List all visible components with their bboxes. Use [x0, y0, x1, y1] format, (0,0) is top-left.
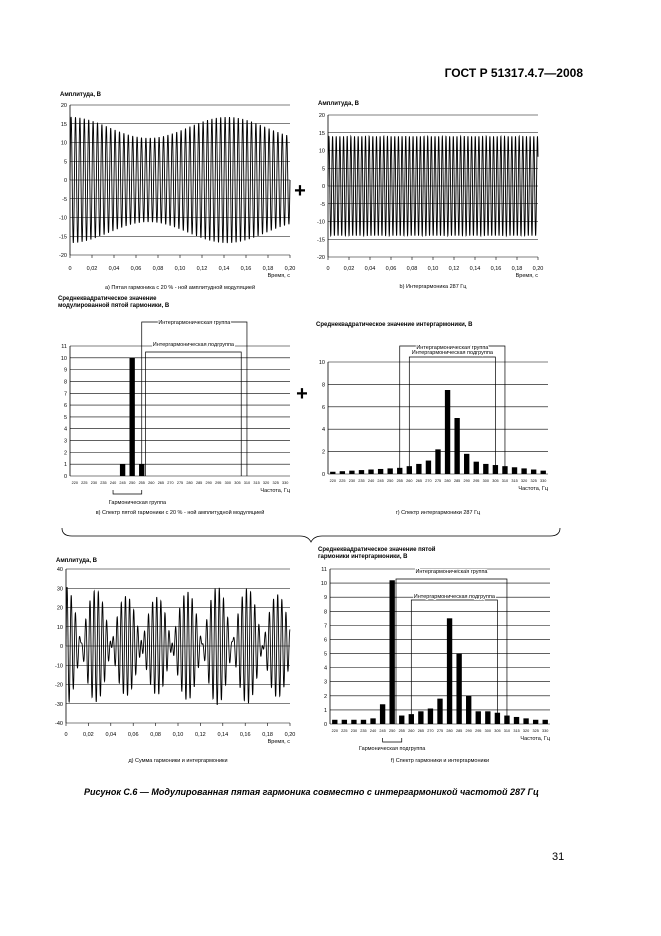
- bar: [387, 468, 392, 474]
- bar: [541, 471, 546, 474]
- x-tick-label: 0,16: [240, 266, 252, 272]
- x-tick-label: 315: [511, 479, 518, 483]
- x-tick-label: 240: [369, 729, 377, 733]
- x-tick-label: 0,18: [262, 732, 273, 738]
- bar: [416, 464, 421, 474]
- y-tick-label: -20: [55, 682, 63, 689]
- annotation-label: Интергармоническая группа: [415, 569, 488, 575]
- annotation-label: Гармоническая подгруппа: [358, 746, 426, 752]
- bracket: [409, 357, 495, 474]
- y-tick-label: -40: [55, 721, 63, 727]
- chart-caption: д) Сумма гармоники и интергармоники: [128, 758, 228, 764]
- x-tick-label: 0,10: [427, 266, 439, 272]
- bracket: [383, 738, 402, 742]
- bar: [521, 468, 526, 474]
- x-tick-label: 0,08: [406, 266, 418, 272]
- bracket: [113, 490, 142, 494]
- annotation-label: Интергармоническая подгруппа: [152, 342, 234, 348]
- y-tick-label: 10: [60, 355, 67, 362]
- bar: [476, 711, 481, 724]
- chart-a-am-fifth-harmonic: [59, 92, 295, 291]
- x-tick-label: 0,04: [108, 266, 120, 272]
- x-axis-label: Частота, Гц: [518, 486, 548, 492]
- x-tick-label: 0,10: [174, 266, 186, 272]
- x-tick-label: 265: [157, 481, 165, 485]
- x-tick-label: 225: [81, 481, 88, 485]
- y-tick-label: 0: [323, 722, 327, 728]
- bar: [512, 467, 517, 474]
- y-tick-label: -5: [62, 196, 67, 203]
- bar: [456, 654, 461, 724]
- bar: [330, 472, 335, 474]
- y-tick-label: 2: [323, 693, 327, 700]
- y-tick-label: 5: [323, 651, 327, 658]
- chart-e-sum-signal: [55, 558, 295, 764]
- x-tick-label: 230: [350, 729, 358, 733]
- y-tick-label: 1: [63, 462, 67, 469]
- y-tick-label: 0: [59, 644, 63, 650]
- x-tick-label: 295: [475, 729, 482, 733]
- y-tick-label: 8: [323, 609, 327, 616]
- y-axis-label: гармоники интергармоники, В: [318, 554, 408, 560]
- y-tick-label: 15: [60, 121, 67, 128]
- bar: [437, 699, 442, 724]
- bar: [359, 470, 364, 474]
- x-axis-label: Время, с: [267, 739, 290, 745]
- y-tick-label: -10: [317, 219, 325, 226]
- x-tick-label: 0,02: [343, 266, 355, 272]
- x-tick-label: 290: [465, 729, 472, 733]
- bar: [342, 720, 347, 724]
- bar: [351, 720, 356, 724]
- x-tick-label: 300: [482, 479, 489, 483]
- y-tick-label: 7: [63, 391, 67, 398]
- bar: [368, 470, 373, 474]
- y-tick-label: 0: [63, 178, 67, 184]
- y-tick-label: 3: [323, 679, 327, 686]
- x-tick-label: 0,14: [218, 266, 230, 272]
- y-tick-label: 20: [318, 113, 325, 119]
- bar: [380, 704, 385, 724]
- x-tick-label: 290: [463, 479, 470, 483]
- x-tick-label: 0,02: [86, 266, 98, 272]
- x-tick-label: 280: [446, 729, 453, 733]
- bar: [483, 464, 488, 474]
- x-tick-label: 265: [417, 729, 425, 733]
- plus-sign-middle: +: [296, 383, 308, 405]
- x-tick-label: 240: [109, 481, 117, 485]
- bar: [332, 720, 337, 724]
- x-tick-label: 330: [282, 481, 289, 485]
- y-tick-label: 7: [323, 623, 327, 630]
- bar: [533, 720, 538, 724]
- x-tick-label: 230: [348, 479, 356, 483]
- bar: [454, 418, 459, 474]
- x-tick-label: 270: [425, 479, 432, 483]
- x-tick-label: 0: [326, 266, 330, 272]
- x-tick-label: 0,20: [284, 732, 296, 738]
- x-tick-label: 235: [360, 729, 367, 733]
- y-tick-label: 1: [323, 707, 327, 714]
- y-tick-label: -5: [320, 201, 325, 208]
- x-tick-label: 240: [367, 479, 375, 483]
- bar: [543, 720, 548, 724]
- y-axis-label: Амплитуда, В: [318, 101, 359, 107]
- bar: [464, 454, 469, 474]
- x-tick-label: 220: [331, 729, 338, 733]
- summation-brace: [62, 528, 560, 542]
- x-tick-label: 0,20: [532, 266, 544, 272]
- x-tick-label: 330: [542, 729, 549, 733]
- x-tick-label: 250: [389, 729, 396, 733]
- x-tick-label: 235: [358, 479, 365, 483]
- x-tick-label: 0,16: [239, 732, 251, 738]
- x-tick-label: 0,10: [172, 732, 184, 738]
- x-tick-label: 310: [243, 481, 251, 485]
- x-tick-label: 230: [90, 481, 98, 485]
- chart-caption: f) Спектр гармоники и интергармоники: [390, 758, 490, 764]
- y-axis-label: модулированной пятой гармоники, В: [58, 303, 170, 309]
- x-tick-label: 330: [540, 479, 547, 483]
- y-tick-label: 30: [56, 586, 63, 593]
- bar: [399, 716, 404, 724]
- y-axis-label: Среднеквадратическое значение интергармоники, В: [316, 322, 473, 328]
- bar: [340, 471, 345, 474]
- x-tick-label: 0,12: [196, 266, 208, 272]
- y-tick-label: 2: [321, 449, 325, 456]
- y-tick-label: -20: [59, 253, 67, 259]
- x-tick-label: 275: [434, 479, 442, 483]
- x-tick-label: 255: [138, 481, 145, 485]
- chart-b-interharmonic: [317, 101, 543, 290]
- x-tick-label: 260: [148, 481, 155, 485]
- x-tick-label: 0,12: [448, 266, 460, 272]
- chart-caption: в) Спектр пятой гармоники с 20 % - ной амплитудной модуляцией: [95, 510, 265, 516]
- x-tick-label: 260: [406, 479, 413, 483]
- y-tick-label: -10: [59, 215, 67, 222]
- y-tick-label: -15: [317, 237, 325, 244]
- x-tick-label: 300: [224, 481, 231, 485]
- y-tick-label: 40: [56, 567, 63, 573]
- x-tick-label: 0,18: [262, 266, 274, 272]
- x-tick-label: 220: [329, 479, 336, 483]
- x-tick-label: 0,04: [105, 732, 117, 738]
- x-tick-label: 225: [339, 479, 346, 483]
- x-tick-label: 305: [234, 481, 241, 485]
- y-tick-label: 10: [56, 624, 63, 631]
- x-tick-label: 280: [444, 479, 451, 483]
- annotation-label: Интергармоническая группа: [158, 320, 231, 326]
- x-tick-label: 245: [377, 479, 384, 483]
- x-tick-label: 300: [484, 729, 491, 733]
- bar: [485, 711, 490, 724]
- y-tick-label: 20: [60, 103, 67, 109]
- x-tick-label: 280: [186, 481, 193, 485]
- bar: [428, 709, 433, 725]
- chart-f-sum-spectrum: [318, 546, 551, 764]
- x-tick-label: 315: [253, 481, 260, 485]
- y-tick-label: -30: [55, 701, 63, 708]
- bar: [447, 618, 452, 724]
- bar: [426, 461, 431, 474]
- y-tick-label: 4: [323, 665, 327, 672]
- bar: [370, 718, 375, 724]
- x-tick-label: 0,14: [217, 732, 229, 738]
- x-tick-label: 245: [119, 481, 126, 485]
- y-tick-label: 20: [56, 605, 63, 612]
- bracket: [400, 346, 505, 474]
- bracket: [411, 600, 497, 724]
- y-tick-label: 10: [318, 360, 325, 366]
- x-tick-label: 320: [262, 481, 270, 485]
- x-tick-label: 295: [473, 479, 480, 483]
- x-tick-label: 305: [494, 729, 501, 733]
- x-tick-label: 295: [215, 481, 222, 485]
- x-tick-label: 0,20: [284, 266, 296, 272]
- chart-caption: г) Спектр интергармоники 287 Гц: [395, 510, 481, 516]
- bar: [531, 470, 536, 474]
- y-tick-label: 8: [321, 382, 325, 389]
- x-tick-label: 245: [379, 729, 386, 733]
- y-tick-label: 10: [318, 148, 325, 155]
- x-tick-label: 0,14: [469, 266, 481, 272]
- y-tick-label: 6: [63, 403, 67, 410]
- y-tick-label: 4: [63, 426, 67, 433]
- y-tick-label: 11: [321, 567, 327, 573]
- bar: [349, 471, 354, 474]
- x-tick-label: 255: [398, 729, 405, 733]
- x-tick-label: 315: [513, 729, 520, 733]
- y-tick-label: 3: [63, 438, 67, 445]
- figure-caption: Рисунок С.6 — Модулированная пятая гармоника совместно с интергармоникой частотой 287 Гц: [84, 787, 539, 797]
- x-tick-label: 325: [272, 481, 279, 485]
- y-tick-label: 8: [63, 379, 67, 386]
- x-tick-label: 305: [492, 479, 499, 483]
- x-axis-label: Время, с: [515, 273, 538, 279]
- y-tick-label: 0: [321, 472, 325, 478]
- bar: [474, 462, 479, 474]
- bar: [445, 390, 450, 474]
- bar: [435, 449, 440, 474]
- bracket: [146, 352, 242, 476]
- x-tick-label: 290: [205, 481, 212, 485]
- x-tick-label: 0,08: [150, 732, 161, 738]
- page-number: 31: [552, 851, 565, 863]
- bar: [361, 720, 366, 724]
- bar: [389, 580, 394, 724]
- chart-c-harmonic-spectrum: [58, 296, 291, 516]
- y-tick-label: 2: [63, 450, 67, 457]
- x-tick-label: 0,12: [195, 732, 206, 738]
- x-tick-label: 235: [100, 481, 107, 485]
- bar: [523, 718, 528, 724]
- x-tick-label: 285: [453, 479, 461, 483]
- y-tick-label: 6: [323, 637, 327, 644]
- y-axis-label: Амплитуда, В: [60, 92, 101, 98]
- x-tick-label: 275: [436, 729, 444, 733]
- y-tick-label: 10: [320, 581, 327, 588]
- y-tick-label: 11: [61, 344, 67, 350]
- chart-caption: b) Интергармоника 287 Гц: [399, 284, 467, 290]
- y-tick-label: 15: [318, 130, 325, 137]
- y-tick-label: 10: [60, 140, 67, 147]
- x-tick-label: 285: [455, 729, 463, 733]
- chart-caption: а) Пятая гармоника с 20 % - ной амплитудной модуляцией: [104, 285, 256, 291]
- y-tick-label: 9: [63, 367, 67, 374]
- x-tick-label: 320: [522, 729, 530, 733]
- plus-sign-top: +: [294, 180, 306, 202]
- bar: [378, 469, 383, 474]
- y-axis-label: Амплитуда, В: [56, 558, 97, 564]
- x-tick-label: 260: [408, 729, 415, 733]
- x-tick-label: 275: [176, 481, 184, 485]
- y-axis-label: Среднеквадратическое значение: [58, 296, 157, 302]
- y-tick-label: -15: [59, 234, 67, 241]
- y-tick-label: 0: [321, 184, 325, 190]
- x-axis-label: Частота, Гц: [520, 736, 550, 742]
- document-header: ГОСТ Р 51317.4.7—2008: [444, 66, 583, 80]
- x-tick-label: 250: [387, 479, 394, 483]
- x-tick-label: 0,02: [83, 732, 94, 738]
- annotation-label: Интергармоническая подгруппа: [411, 350, 493, 356]
- y-tick-label: 0: [63, 474, 67, 480]
- x-tick-label: 0,08: [152, 266, 164, 272]
- x-tick-label: 225: [341, 729, 348, 733]
- x-tick-label: 320: [520, 479, 528, 483]
- x-tick-label: 0,06: [385, 266, 397, 272]
- x-tick-label: 265: [415, 479, 423, 483]
- y-tick-label: -20: [317, 255, 325, 261]
- x-axis-label: Частота, Гц: [260, 488, 290, 494]
- x-tick-label: 0,04: [364, 266, 376, 272]
- bar: [120, 464, 125, 476]
- y-tick-label: -10: [55, 663, 63, 670]
- y-tick-label: 5: [63, 414, 67, 421]
- x-tick-label: 0: [64, 732, 68, 738]
- x-tick-label: 325: [532, 729, 539, 733]
- x-tick-label: 0,18: [511, 266, 523, 272]
- x-tick-label: 0,06: [127, 732, 139, 738]
- x-tick-label: 220: [71, 481, 78, 485]
- x-tick-label: 0: [68, 266, 72, 272]
- x-tick-label: 255: [396, 479, 403, 483]
- bar: [129, 358, 134, 476]
- x-tick-label: 325: [530, 479, 537, 483]
- y-axis-label: Среднеквадратическое значение пятой: [318, 547, 436, 553]
- y-tick-label: 6: [321, 404, 325, 411]
- annotation-label: Интергармоническая группа: [416, 345, 489, 351]
- annotation-label: Интергармоническая подгруппа: [413, 594, 495, 600]
- series-line: [70, 117, 290, 243]
- chart-d-interharmonic-spectrum: [316, 322, 549, 516]
- x-tick-label: 270: [427, 729, 434, 733]
- y-tick-label: 5: [321, 166, 325, 173]
- x-tick-label: 270: [167, 481, 174, 485]
- y-tick-label: 9: [323, 595, 327, 602]
- x-tick-label: 0,06: [130, 266, 142, 272]
- x-axis-label: Время, с: [267, 273, 290, 279]
- bar: [466, 696, 471, 724]
- x-tick-label: 285: [195, 481, 203, 485]
- annotation-label: Гармоническая группа: [108, 500, 167, 506]
- bar: [418, 711, 423, 724]
- y-tick-label: 4: [321, 427, 325, 434]
- x-tick-label: 250: [129, 481, 136, 485]
- x-tick-label: 310: [501, 479, 509, 483]
- y-tick-label: 5: [63, 159, 67, 166]
- x-tick-label: 310: [503, 729, 511, 733]
- bar: [514, 717, 519, 724]
- x-tick-label: 0,16: [490, 266, 502, 272]
